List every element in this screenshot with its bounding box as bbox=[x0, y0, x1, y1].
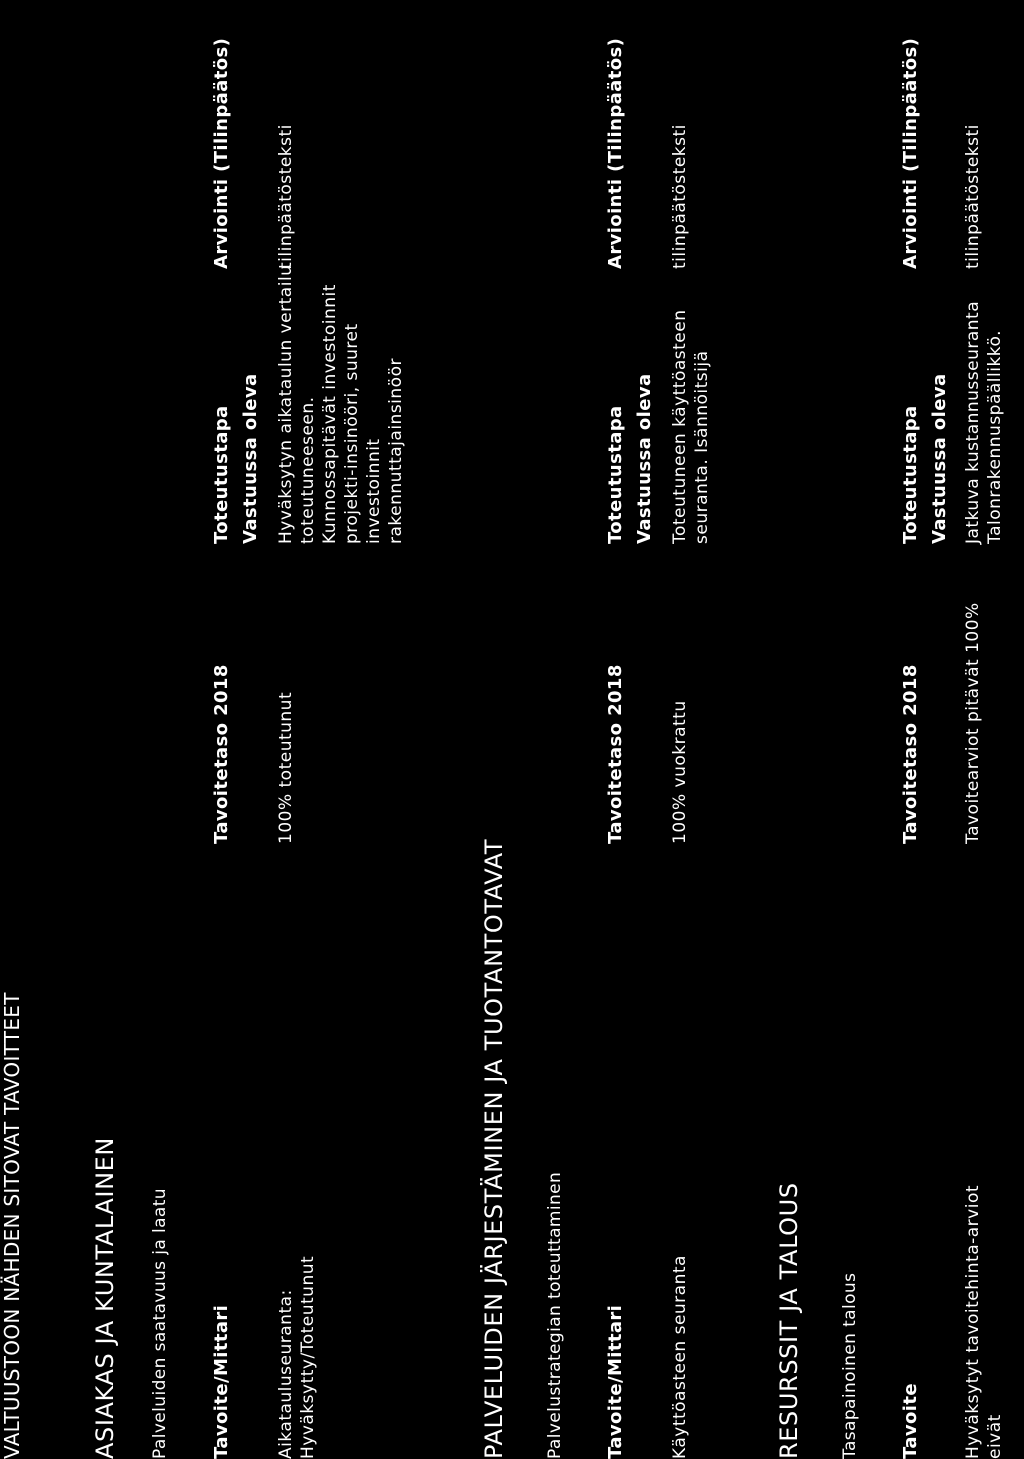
section-subheading: Palvelustrategian toteuttaminen bbox=[545, 1171, 565, 1459]
col-header-target: Tavoite/Mittari bbox=[211, 1304, 232, 1459]
col-header-level: Tavoitetaso 2018 bbox=[900, 664, 921, 844]
section-subheading: Tasapainoinen talous bbox=[840, 1272, 860, 1459]
row-target: Käyttöasteen seuranta bbox=[670, 1255, 690, 1459]
row-method: Toteutuneen käyttöasteen seuranta. Isännöitsijä bbox=[670, 309, 712, 544]
row-target: Aikatauluseuranta: Hyväksytty/Toteutunut bbox=[276, 1255, 318, 1459]
row-evaluation: tilinpäätösteksti bbox=[276, 124, 296, 269]
row-method: Hyväksytyn aikataulun vertailu toteutuneeseen. Kunnossapitävät investoinnit projekti-insinööri, suuret investoinnit rakennuttajainsinöör bbox=[276, 264, 406, 544]
row-method: Jatkuva kustannusseuranta Talonrakennuspäällikkö. bbox=[963, 300, 1005, 544]
row-level: 100% vuokrattu bbox=[670, 700, 690, 844]
row-evaluation: tilinpäätösteksti bbox=[963, 124, 983, 269]
col-header-responsible: Vastuussa oleva bbox=[240, 373, 261, 544]
row-evaluation: tilinpäätösteksti bbox=[670, 124, 690, 269]
col-header-level: Tavoitetaso 2018 bbox=[605, 664, 626, 844]
col-header-target: Tavoite bbox=[900, 1383, 921, 1459]
col-header-evaluation: Arviointi (Tilinpäätös) bbox=[605, 37, 626, 269]
col-header-method: Toteutustapa bbox=[605, 405, 626, 544]
col-header-target: Tavoite/Mittari bbox=[605, 1304, 626, 1459]
main-title: VALTUUSTOON NÄHDEN SITOVAT TAVOITTEET bbox=[0, 992, 24, 1459]
section-subheading: Palveluiden saatavuus ja laatu bbox=[150, 1188, 170, 1459]
col-header-evaluation: Arviointi (Tilinpäätös) bbox=[211, 37, 232, 269]
row-target: Hyväksytyt tavoitehinta-arviot eivät bbox=[963, 1184, 1005, 1459]
col-header-level: Tavoitetaso 2018 bbox=[211, 664, 232, 844]
section-heading-customer: ASIAKAS JA KUNTALAINEN bbox=[91, 1137, 119, 1459]
section-heading-resources: RESURSSIT JA TALOUS bbox=[775, 1182, 803, 1459]
col-header-evaluation: Arviointi (Tilinpäätös) bbox=[900, 37, 921, 269]
col-header-method: Toteutustapa bbox=[900, 405, 921, 544]
row-level: 100% toteutunut bbox=[276, 691, 296, 844]
col-header-responsible: Vastuussa oleva bbox=[634, 373, 655, 544]
col-header-responsible: Vastuussa oleva bbox=[929, 373, 950, 544]
row-level: Tavoitearviot pitävät 100% bbox=[963, 602, 983, 844]
col-header-method: Toteutustapa bbox=[211, 405, 232, 544]
section-heading-services: PALVELUIDEN JÄRJESTÄMINEN JA TUOTANTOTAVAT bbox=[480, 838, 508, 1459]
